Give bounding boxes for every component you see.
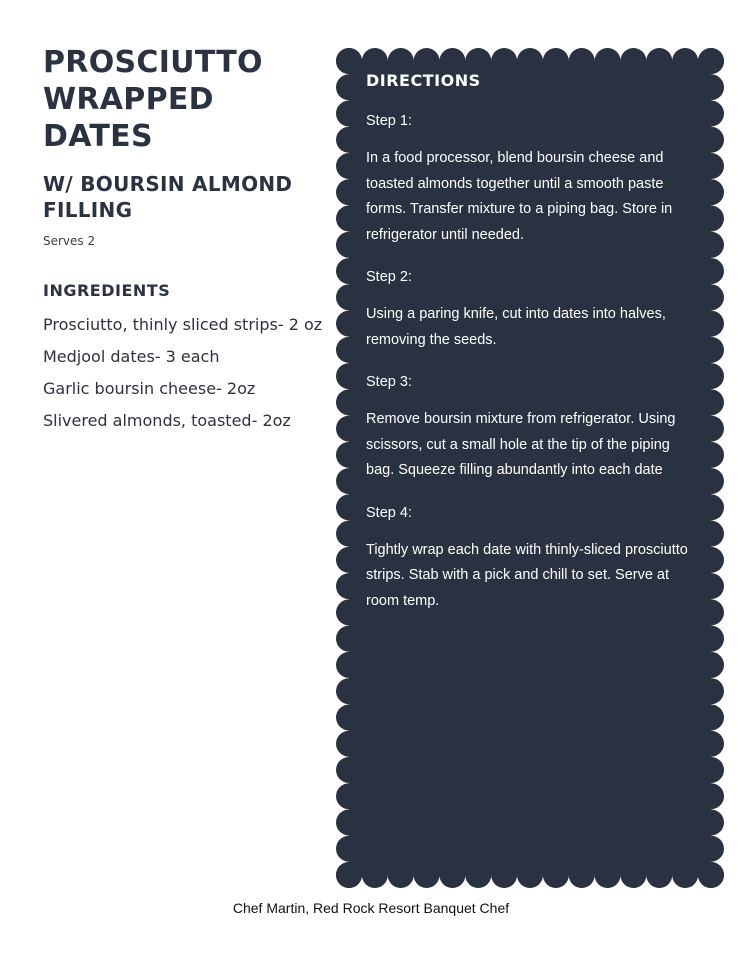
step-label: Step 2: xyxy=(366,269,412,285)
recipe-title: PROSCIUTTO WRAPPED DATES xyxy=(43,45,263,154)
directions-panel xyxy=(336,48,724,888)
recipe-subtitle: W/ BOURSIN ALMOND FILLING xyxy=(43,172,293,222)
step-text: Using a paring knife, cut into dates into halves, removing the seeds. xyxy=(366,306,666,348)
directions-heading: DIRECTIONS xyxy=(366,71,481,90)
direction-step-3 xyxy=(366,371,696,484)
ingredient-item: Medjool dates- 3 each xyxy=(43,347,220,366)
ingredients-list xyxy=(43,313,323,433)
serves-count: Serves 2 xyxy=(43,234,96,248)
step-text: In a food processor, blend boursin cheese and toasted almonds together until a smooth paste forms. Transfer mixture to a piping bag. Store in refrigerator until needed. xyxy=(366,150,673,243)
recipe-header-column xyxy=(43,44,323,441)
step-label: Step 3: xyxy=(366,374,412,390)
directions-content xyxy=(366,70,696,614)
direction-step-4 xyxy=(366,502,696,615)
direction-step-1 xyxy=(366,110,696,248)
step-text: Remove boursin mixture from refrigerator. Using scissors, cut a small hole at the tip of the piping bag. Squeeze filling abundantly into each date xyxy=(366,411,676,478)
step-text: Tightly wrap each date with thinly-sliced prosciutto strips. Stab with a pick and chill to set. Serve at room temp. xyxy=(366,541,688,609)
ingredient-item: Slivered almonds, toasted- 2oz xyxy=(43,411,291,430)
ingredient-item: Garlic boursin cheese- 2oz xyxy=(43,379,256,398)
step-label: Step 4: xyxy=(366,504,412,521)
direction-step-2 xyxy=(366,266,696,353)
footer-credit: Chef Martin, Red Rock Resort Banquet Chef xyxy=(232,900,510,916)
ingredient-item: Prosciutto, thinly sliced strips- 2 oz xyxy=(43,315,323,334)
ingredients-heading: INGREDIENTS xyxy=(43,281,171,300)
step-label: Step 1: xyxy=(366,113,412,129)
